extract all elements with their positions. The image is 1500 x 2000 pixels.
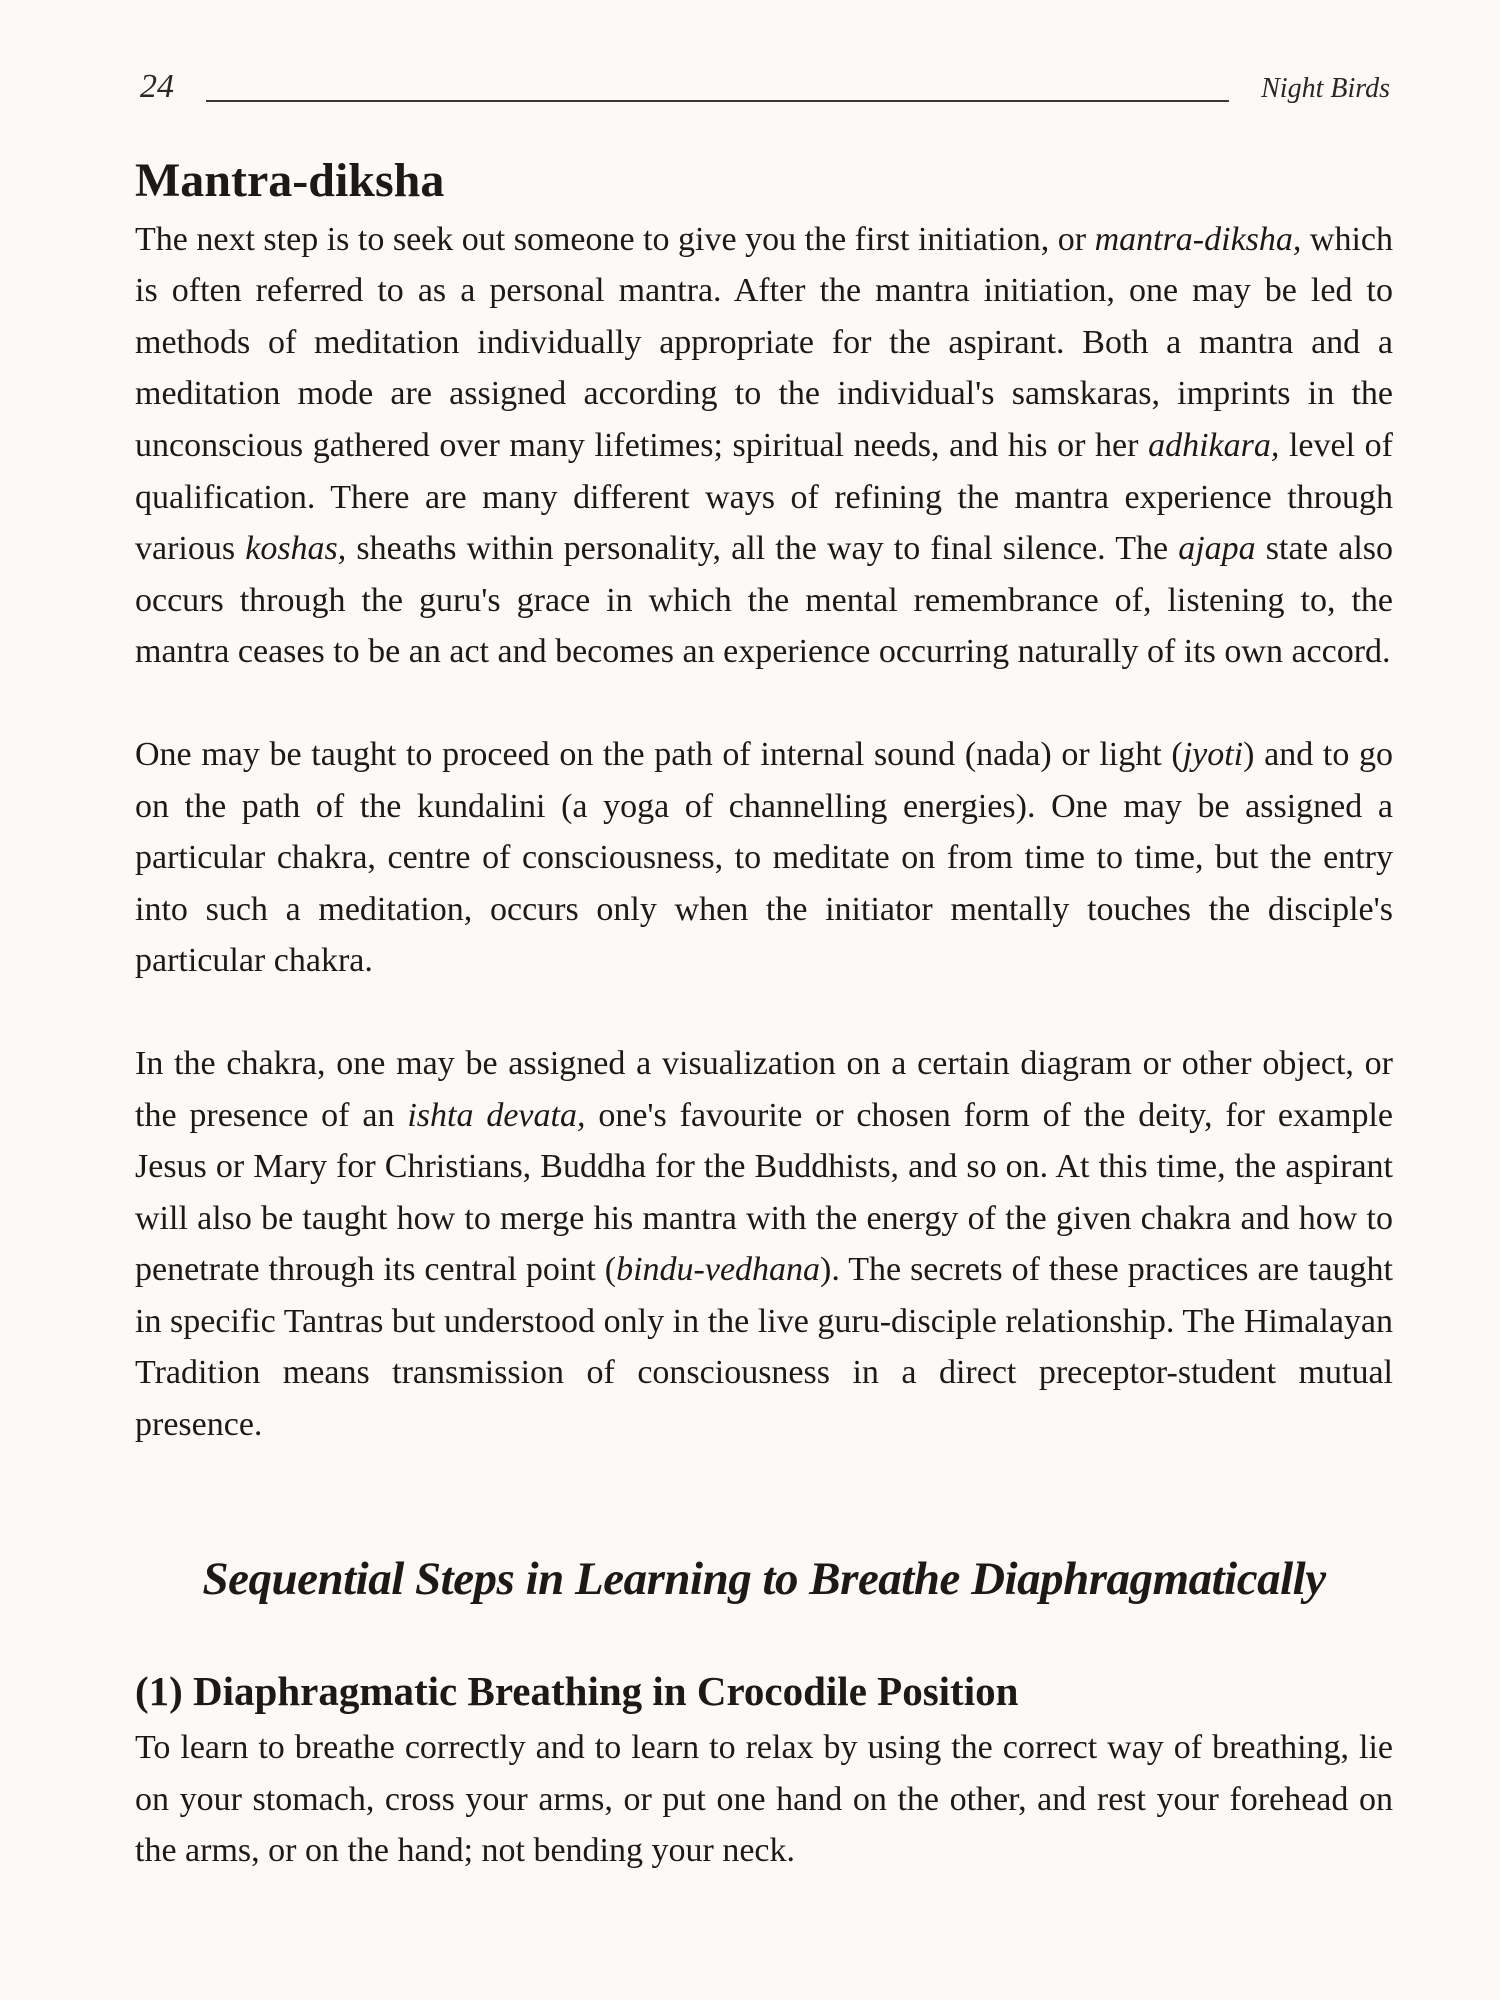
text-run: state also occurs through the guru's grace in which the mental remembrance of, listening to, the mantra ceases to be an act and becomes an experience occurring naturally of its own accord. <box>135 530 1394 671</box>
page-content <box>135 152 1393 1877</box>
text-run: One may be taught to proceed on the path of internal sound (nada) or light ( <box>135 735 1183 773</box>
text-run: which is often referred to as a personal mantra. After the mantra initiation, one may be led to methods of meditation individually appropriate for the aspirant. Both a mantra and a meditation mode are assigned according to the individual's samskaras, imprints in the unconscious gathered over many lifetimes; spiritual needs, and his or her <box>135 220 1394 464</box>
page-number: 24 <box>140 68 174 105</box>
term-ishta-devata: ishta devata, <box>407 1096 586 1134</box>
term-adhikara: adhikara, <box>1148 426 1280 464</box>
term-bindu-vedhana: bindu-vedhana <box>616 1251 821 1289</box>
text-run: In the chakra, one may be assigned a visualization on a certain diagram or other object, or the presence of an <box>135 1044 1393 1134</box>
running-title: Night Birds <box>1261 73 1390 104</box>
paragraph-crocodile-instructions: To learn to breathe correctly and to learn to relax by using the correct way of breathing, lie on your stomach, cross your arms, or put one hand on the other, and rest your forehead on the arms, or on the hand; not bending your neck. <box>135 1729 1393 1870</box>
text-run: sheaths within personality, all the way to final silence. The <box>346 530 1179 568</box>
text-run: ). The secrets of these practices are taught in specific Tantras but understood only in the live guru-disciple relationship. The Himalayan Tradition means transmission of consciousness in a direct preceptor-student mutual presence. <box>135 1251 1393 1444</box>
term-koshas: koshas, <box>245 530 347 568</box>
term-mantra-diksha: mantra-diksha, <box>1094 220 1302 258</box>
text-run: The next step is to seek out someone to give you the first initiation, or <box>135 220 1095 258</box>
section-title-sequential-steps: Sequential Steps in Learning to Breathe Diaphragmatically <box>202 1552 1326 1605</box>
term-jyoti: jyoti <box>1182 735 1244 773</box>
paragraph-chakra-visualization <box>135 1038 1393 1451</box>
text-run: level of qualification. There are many different ways of refining the mantra experience through various <box>135 426 1393 568</box>
paragraph-mantra-initiation <box>135 214 1393 678</box>
paragraph-internal-sound <box>135 729 1393 987</box>
text-run: one's favourite or chosen form of the deity, for example Jesus or Mary for Christians, Buddha for the Buddhists, and so on. At this time, the aspirant will also be taught how to merge his mantra with the energy of the given chakra and how to penetrate through its central point ( <box>135 1096 1394 1289</box>
header-rule <box>206 100 1229 102</box>
section-title-mantra-diksha: Mantra-diksha <box>135 154 445 207</box>
text-run: ) and to go on the path of the kundalini (a yoga of channelling energies). One may be assigned a particular chakra, centre of consciousness, to meditate on from time to time, but the entry into such a meditation, occurs only when the initiator mentally touches the disciple's particular chakra. <box>135 735 1394 980</box>
term-ajapa: ajapa <box>1178 530 1256 568</box>
subsection-title-crocodile-position: (1) Diaphragmatic Breathing in Crocodile Position <box>135 1668 1019 1715</box>
running-header <box>140 62 1390 112</box>
